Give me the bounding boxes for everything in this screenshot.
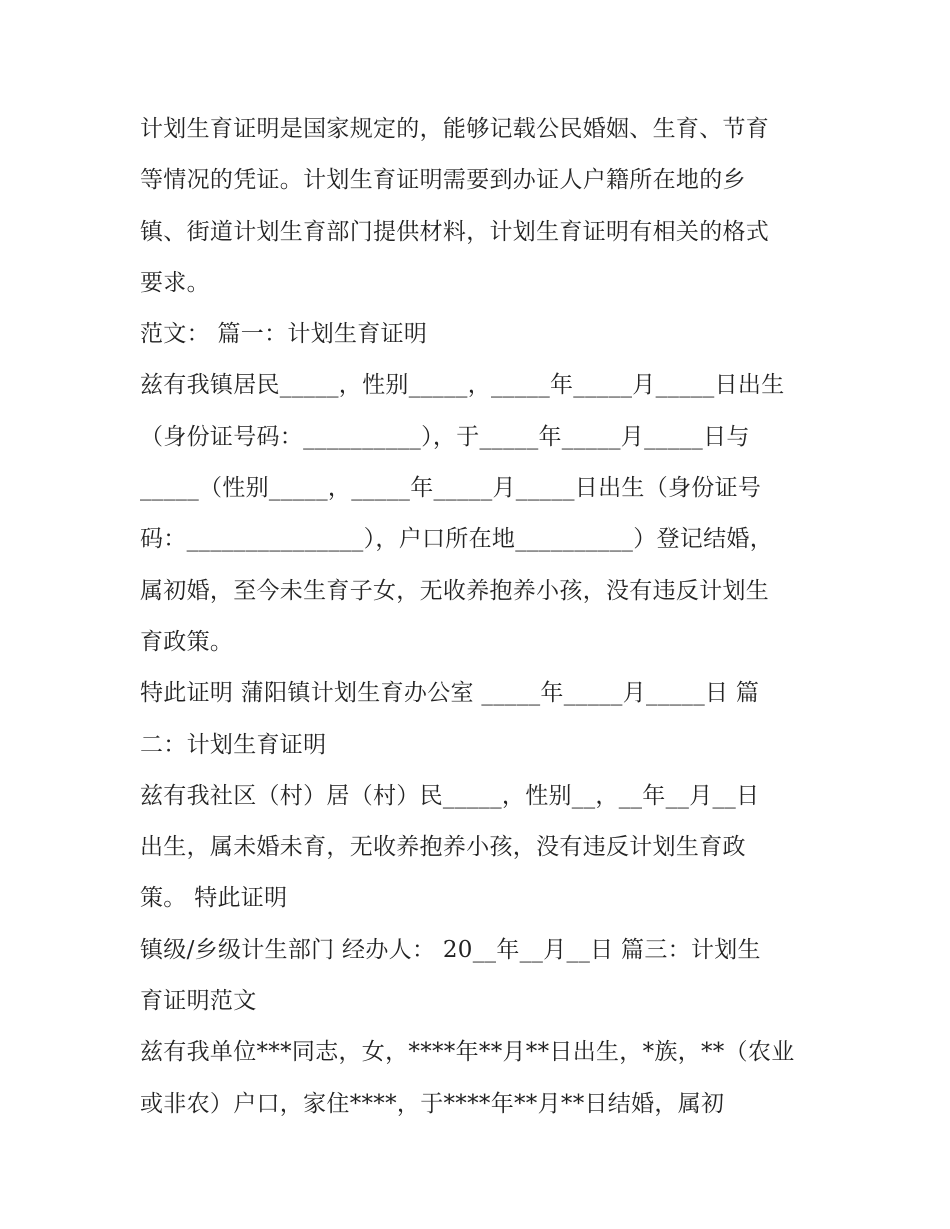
text-line: 要求。 <box>140 269 210 296</box>
text-line: 镇级/乡级计生部门 经办人： 20__年__月__日 篇三：计划生 <box>140 936 761 963</box>
text-line: _____（性别_____，_____年_____月_____日出生（身份证号 <box>140 475 762 502</box>
document-body <box>140 104 820 1130</box>
text-line: 镇、街道计划生育部门提供材料，计划生育证明有相关的格式 <box>140 218 770 245</box>
section-heading: 育证明范文 <box>140 988 257 1015</box>
text-line: 兹有我社区（村）居（村）民_____，性别__，__年__月__日 <box>140 782 760 809</box>
text-line: 等情况的凭证。计划生育证明需要到办证人户籍所在地的乡 <box>140 167 746 194</box>
text-line: 策。 特此证明 <box>140 885 288 912</box>
section-heading: 范文： 篇一：计划生育证明 <box>140 321 428 348</box>
text-line: 育政策。 <box>140 628 234 655</box>
text-line: 兹有我镇居民_____，性别_____，_____年_____月_____日出生 <box>140 372 785 399</box>
text-line: （身份证号码：__________），于_____年_____月_____日与 <box>140 423 750 450</box>
text-line: 兹有我单位***同志，女，****年**月**日出生，*族，**（农业 <box>140 1039 795 1066</box>
text-line: 属初婚，至今未生育子女，无收养抱养小孩，没有违反计划生 <box>140 577 770 604</box>
text-line: 特此证明 蒲阳镇计划生育办公室 _____年_____月_____日 篇 <box>140 680 760 707</box>
text-line: 计划生育证明是国家规定的，能够记载公民婚姻、生育、节育 <box>140 116 770 142</box>
section-heading: 二：计划生育证明 <box>140 731 327 758</box>
text-line: 码：_______________），户口所在地__________）登记结婚， <box>140 526 773 553</box>
text-line: 或非农）户口，家住****，于****年**月**日结婚，属初 <box>140 1090 725 1117</box>
text-line: 出生，属未婚未育，无收养抱养小孩，没有违反计划生育政 <box>140 834 746 861</box>
